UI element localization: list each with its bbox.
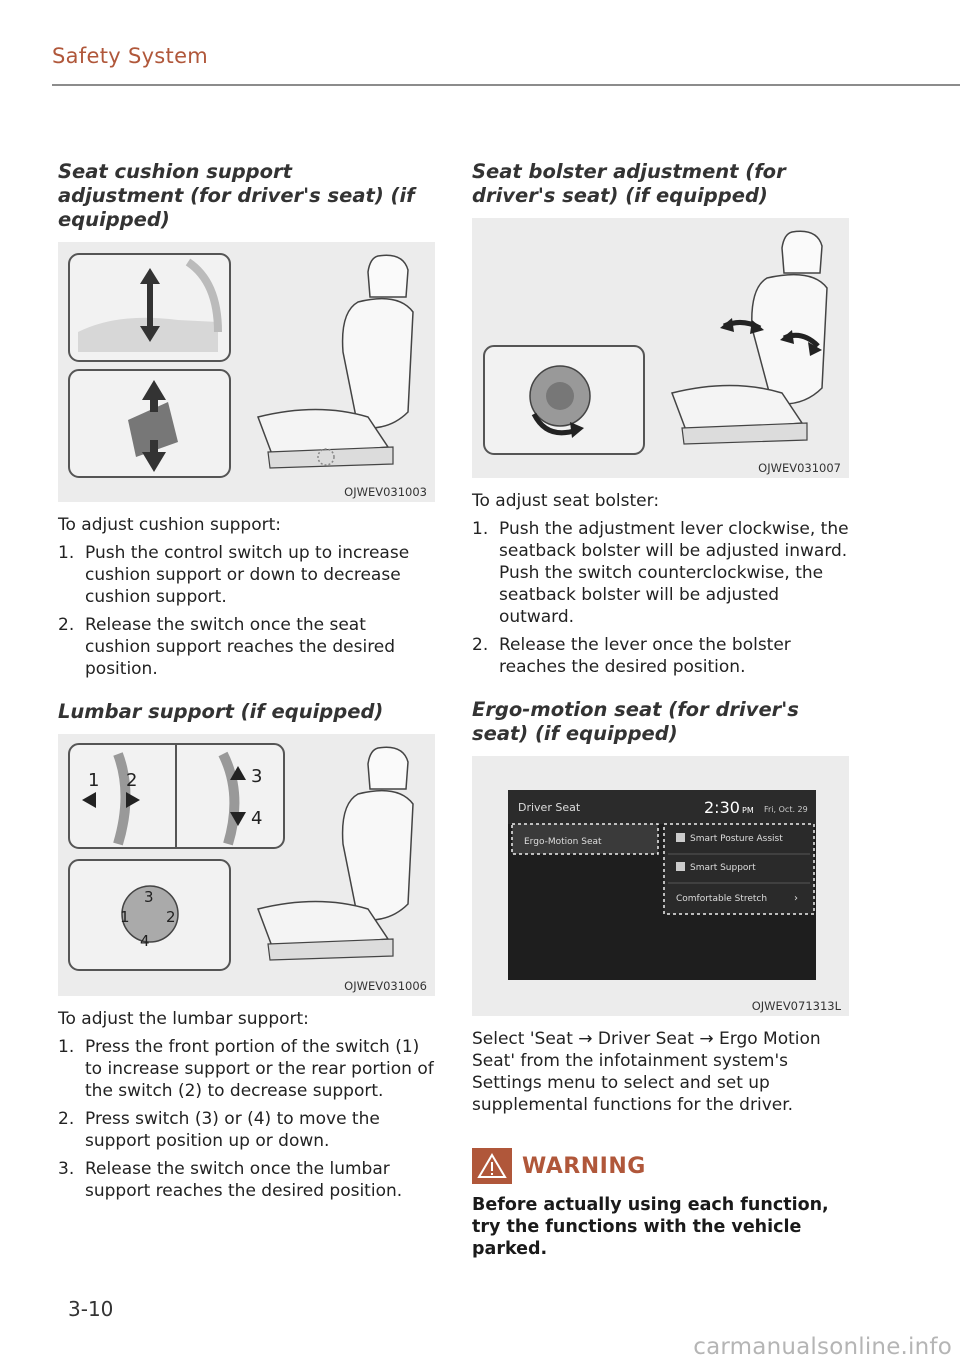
- cushion-section-title: Seat cushion support adjustment (for driver's seat) (if equipped): [58, 160, 415, 231]
- lumbar-switch-label-4: 4: [140, 932, 150, 950]
- step-text: Push the adjustment lever clockwise, the seatback bolster will be adjusted inward. Push the switch counterclockwise, the seatback bolster will be adjusted outward.: [499, 519, 849, 627]
- step-text: Press switch (3) or (4) to move the support position up or down.: [85, 1109, 380, 1151]
- warning-text: Before actually using each function, try the functions with the vehicle parked.: [472, 1195, 829, 1259]
- step-text: Release the lever once the bolster reaches the desired position.: [499, 635, 791, 677]
- lumbar-illustration: [58, 734, 435, 996]
- bolster-illustration: [472, 218, 849, 478]
- screen-title: Driver Seat: [518, 801, 581, 814]
- ergo-figure: [472, 756, 849, 1016]
- list-item: [58, 1108, 436, 1152]
- screen-option-3: Comfortable Stretch: [676, 894, 768, 904]
- lumbar-switch-label-3: 3: [144, 888, 154, 906]
- list-item: [58, 1036, 436, 1102]
- bolster-section-title: Seat bolster adjustment (for driver's seat) (if equipped): [472, 160, 786, 207]
- list-item: [58, 1158, 436, 1202]
- screen-ampm: PM: [742, 806, 754, 815]
- lumbar-switch-label-2: 2: [166, 908, 176, 926]
- cushion-figure-code: OJWEV031003: [344, 485, 427, 499]
- screen-option-2: Smart Support: [690, 863, 756, 873]
- header-rule: [52, 84, 960, 86]
- page-number: 3-10: [68, 1297, 114, 1321]
- lumbar-intro: To adjust the lumbar support:: [58, 1009, 309, 1029]
- ergo-text: Select 'Seat → Driver Seat → Ergo Motion Seat' from the infotainment system's Settings menu to select and set up supplemental functions for the driver.: [472, 1029, 821, 1115]
- list-item: [58, 614, 436, 680]
- lumbar-label-1: 1: [88, 770, 100, 791]
- list-item: [472, 518, 850, 628]
- warning-title: WARNING: [522, 1153, 646, 1179]
- screen-ergo-item: Ergo-Motion Seat: [524, 837, 602, 847]
- step-text: Push the control switch up to increase cushion support or down to decrease cushion support.: [85, 543, 410, 607]
- cushion-intro: To adjust cushion support:: [58, 515, 281, 535]
- lumbar-figure: [58, 734, 435, 996]
- lumbar-figure-code: OJWEV031006: [344, 979, 427, 993]
- screen-date: Fri, Oct. 29: [764, 805, 808, 814]
- ergo-section-title: Ergo-motion seat (for driver's seat) (if equipped): [472, 698, 799, 745]
- right-column: [472, 160, 850, 1278]
- lumbar-label-3: 3: [251, 766, 263, 787]
- svg-text:›: ›: [794, 893, 798, 904]
- bolster-intro: To adjust seat bolster:: [472, 491, 660, 511]
- cushion-illustration: [58, 242, 435, 502]
- step-text: Release the switch once the seat cushion support reaches the desired position.: [85, 615, 396, 679]
- list-item: [472, 634, 850, 678]
- lumbar-label-2: 2: [126, 770, 138, 791]
- step-number: 3.: [58, 1159, 75, 1179]
- left-column: [58, 160, 436, 1208]
- warning-header: [472, 1148, 850, 1184]
- step-number: 2.: [58, 1109, 75, 1129]
- step-text: Press the front portion of the switch (1) to increase support or the rear portion of the switch (2) to decrease support.: [85, 1037, 434, 1101]
- section-header: Safety System: [52, 44, 209, 68]
- list-item: [58, 542, 436, 608]
- screen-time: 2:30: [704, 798, 740, 817]
- step-number: 2.: [58, 615, 75, 635]
- cushion-figure: [58, 242, 435, 502]
- cushion-steps: [58, 542, 436, 680]
- bolster-steps: [472, 518, 850, 678]
- lumbar-switch-label-1: 1: [120, 908, 130, 926]
- ergo-figure-code: OJWEV071313L: [751, 999, 841, 1013]
- screen-option-1: Smart Posture Assist: [690, 834, 783, 844]
- site-watermark: carmanualsonline.info: [693, 1334, 952, 1360]
- lumbar-section-title: Lumbar support (if equipped): [58, 700, 384, 723]
- step-number: 1.: [58, 1037, 75, 1057]
- step-number: 2.: [472, 635, 489, 655]
- bolster-figure-code: OJWEV031007: [758, 461, 841, 475]
- warning-icon: [472, 1148, 512, 1184]
- ergo-screen-illustration: [472, 756, 849, 1016]
- step-number: 1.: [58, 543, 75, 563]
- lumbar-steps: [58, 1036, 436, 1202]
- bolster-figure: [472, 218, 849, 478]
- lumbar-label-4: 4: [251, 808, 263, 829]
- step-text: Release the switch once the lumbar support reaches the desired position.: [85, 1159, 403, 1201]
- step-number: 1.: [472, 519, 489, 539]
